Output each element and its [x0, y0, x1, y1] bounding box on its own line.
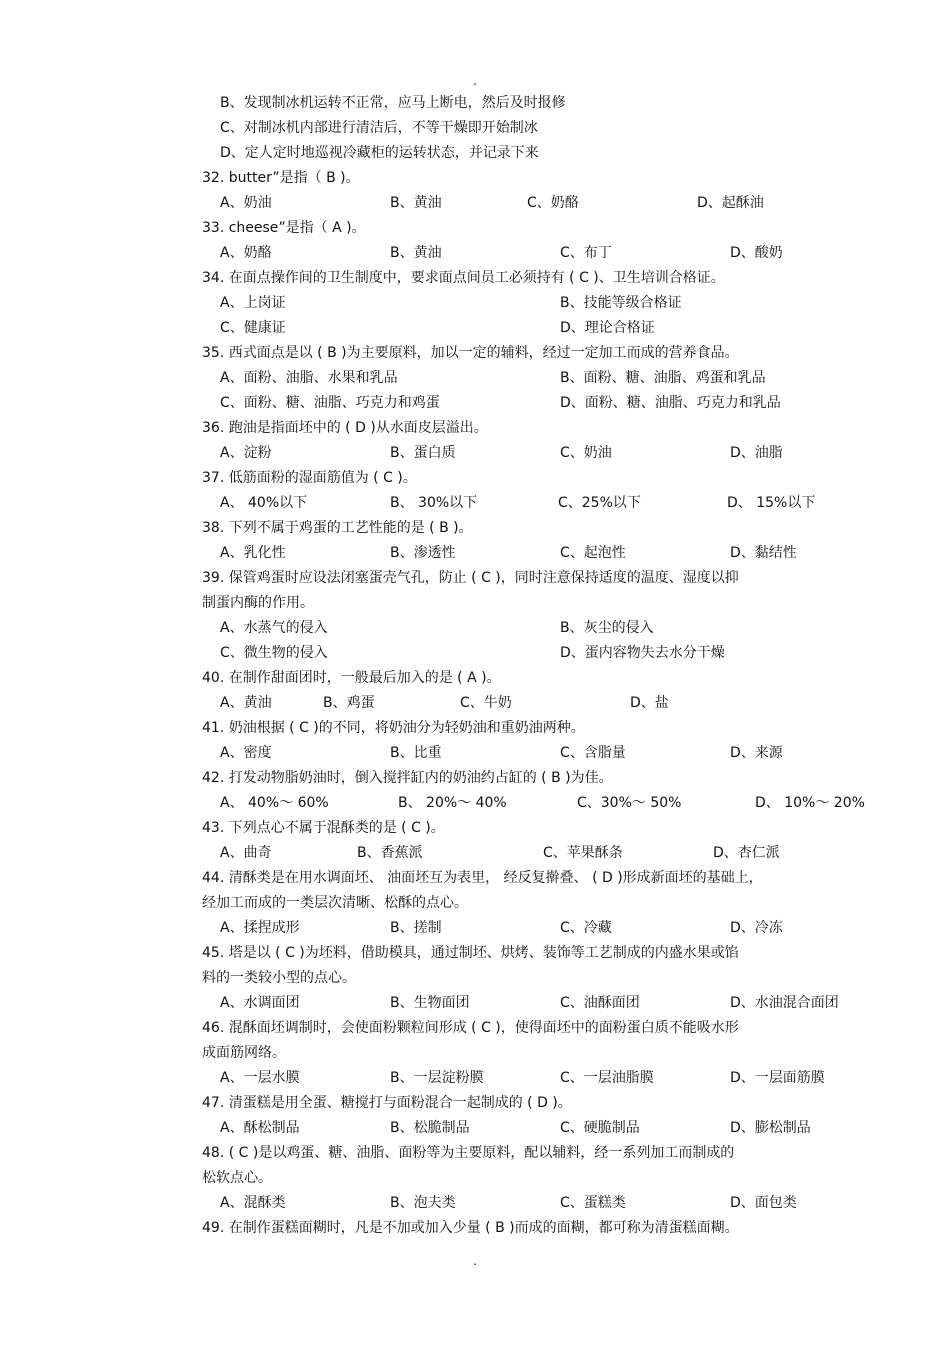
option-text: C、25%以下	[558, 495, 641, 511]
option-text: B、黄油	[390, 245, 442, 261]
text-line	[0, 692, 950, 714]
option-text: D、一层面筋膜	[730, 1070, 825, 1086]
text-line	[0, 1042, 950, 1064]
option-text: D、油脂	[730, 445, 783, 461]
text-line	[0, 992, 950, 1014]
page-top-mark: .	[473, 74, 477, 88]
text-line	[0, 1217, 950, 1239]
line-text: A、酥松制品	[220, 1120, 300, 1136]
line-text: 37. 低筋面粉的湿面筋值为 ( C )。	[202, 470, 417, 486]
option-text: B、黄油	[390, 195, 442, 211]
option-text: D、膨松制品	[730, 1120, 811, 1136]
text-line	[0, 792, 950, 814]
line-text: C、健康证	[220, 320, 286, 336]
text-line	[0, 392, 950, 414]
line-text: A、水调面团	[220, 995, 300, 1011]
line-text: 39. 保管鸡蛋时应设法闭塞蛋壳气孔，防止 ( C )，同时注意保持适度的温度、湿度以抑	[202, 570, 739, 586]
text-line	[0, 442, 950, 464]
text-line	[0, 817, 950, 839]
text-line	[0, 92, 950, 114]
text-line	[0, 742, 950, 764]
text-line	[0, 617, 950, 639]
option-text: C、奶酪	[527, 195, 579, 211]
text-line	[0, 267, 950, 289]
line-text: A、曲奇	[220, 845, 272, 861]
line-text: 34. 在面点操作间的卫生制度中，要求面点间员工必须持有 ( C )、卫生培训合格证。	[202, 270, 725, 286]
text-line	[0, 1192, 950, 1214]
text-line	[0, 117, 950, 139]
line-text: 成面筋网络。	[202, 1045, 286, 1061]
text-line	[0, 217, 950, 239]
line-text: 45. 塔是以 ( C )为坯料，借助模具，通过制坯、烘烤、装饰等工艺制成的内盛水果或馅	[202, 945, 739, 961]
line-text: 35. 西式面点是以 ( B )为主要原料，加以一定的辅料，经过一定加工而成的营养食品。	[202, 345, 739, 361]
text-line	[0, 167, 950, 189]
option-text: B、比重	[390, 745, 442, 761]
option-text: B、灰尘的侵入	[560, 620, 654, 636]
option-text: D、水油混合面团	[730, 995, 839, 1011]
option-text: B、搓制	[390, 920, 442, 936]
line-text: 32. butter”是指（ B )。	[202, 170, 360, 186]
text-line	[0, 1092, 950, 1114]
option-text: C、含脂量	[560, 745, 626, 761]
option-text: C、蛋糕类	[560, 1195, 626, 1211]
text-line	[0, 542, 950, 564]
line-text: A、奶酪	[220, 245, 272, 261]
line-text: 41. 奶油根据 ( C )的不同，将奶油分为轻奶油和重奶油两种。	[202, 720, 585, 736]
option-text: D、黏结性	[730, 545, 797, 561]
line-text: 经加工而成的一类层次清晰、松酥的点心。	[202, 895, 468, 911]
text-line	[0, 867, 950, 889]
line-text: A、淀粉	[220, 445, 272, 461]
option-text: B、香蕉派	[357, 845, 423, 861]
line-text: 料的一类较小型的点心。	[202, 970, 356, 986]
option-text: D、面粉、糖、油脂、巧克力和乳品	[560, 395, 781, 411]
option-text: C、30%～ 50%	[577, 795, 682, 811]
line-text: 38. 下列不属于鸡蛋的工艺性能的是 ( B )。	[202, 520, 473, 536]
option-text: B、 30%以下	[390, 495, 478, 511]
page-bottom-mark: .	[473, 1254, 477, 1268]
option-text: C、油酥面团	[560, 995, 640, 1011]
line-text: A、乳化性	[220, 545, 286, 561]
option-text: D、杏仁派	[713, 845, 780, 861]
option-text: C、冷藏	[560, 920, 612, 936]
text-line	[0, 342, 950, 364]
line-text: A、 40%～ 60%	[220, 795, 329, 811]
option-text: C、布丁	[560, 245, 612, 261]
line-text: 制蛋内酶的作用。	[202, 595, 314, 611]
text-line	[0, 842, 950, 864]
line-text: 48. ( C )是以鸡蛋、糖、油脂、面粉等为主要原料，配以辅料，经一系列加工而制成的	[202, 1145, 735, 1161]
line-text: 40. 在制作甜面团时，一般最后加入的是 ( A )。	[202, 670, 501, 686]
text-line	[0, 917, 950, 939]
line-text: 36. 跑油是指面坯中的 ( D )从水面皮层溢出。	[202, 420, 488, 436]
text-line	[0, 567, 950, 589]
option-text: D、面包类	[730, 1195, 797, 1211]
option-text: D、理论合格证	[560, 320, 655, 336]
option-text: C、牛奶	[460, 695, 512, 711]
text-line	[0, 417, 950, 439]
text-line	[0, 317, 950, 339]
text-line	[0, 1167, 950, 1189]
text-line	[0, 142, 950, 164]
text-line	[0, 292, 950, 314]
line-text: A、上岗证	[220, 295, 286, 311]
text-line	[0, 967, 950, 989]
text-line	[0, 242, 950, 264]
text-line	[0, 517, 950, 539]
option-text: D、蛋内容物失去水分干燥	[560, 645, 725, 661]
line-text: B、发现制冰机运转不正常，应马上断电，然后及时报修	[220, 95, 566, 111]
text-line	[0, 1142, 950, 1164]
text-line	[0, 942, 950, 964]
option-text: B、鸡蛋	[323, 695, 375, 711]
line-text: D、定人定时地巡视冷藏柜的运转状态，并记录下来	[220, 145, 539, 161]
text-line	[0, 767, 950, 789]
option-text: C、硬脆制品	[560, 1120, 640, 1136]
text-line	[0, 667, 950, 689]
option-text: B、泡夫类	[390, 1195, 456, 1211]
text-line	[0, 467, 950, 489]
line-text: 47. 清蛋糕是用全蛋、糖搅打与面粉混合一起制成的 ( D )。	[202, 1095, 572, 1111]
text-line	[0, 717, 950, 739]
option-text: D、 15%以下	[727, 495, 816, 511]
text-line	[0, 192, 950, 214]
line-text: 43. 下列点心不属于混酥类的是 ( C )。	[202, 820, 445, 836]
text-line	[0, 1117, 950, 1139]
line-text: 44. 清酥类是在用水调面坯、 油面坯互为表里， 经反复擀叠、 ( D )形成新面坯的基础上，	[202, 870, 763, 886]
line-text: A、密度	[220, 745, 272, 761]
option-text: D、冷冻	[730, 920, 783, 936]
line-text: 49. 在制作蛋糕面糊时，凡是不加或加入少量 ( B )而成的面糊，都可称为清蛋糕面糊。	[202, 1220, 739, 1236]
option-text: C、苹果酥条	[543, 845, 623, 861]
option-text: C、起泡性	[560, 545, 626, 561]
option-text: C、奶油	[560, 445, 612, 461]
line-text: A、奶油	[220, 195, 272, 211]
line-text: 46. 混酥面坯调制时，会使面粉颗粒间形成 ( C )，使得面坯中的面粉蛋白质不能吸水形	[202, 1020, 739, 1036]
option-text: C、一层油脂膜	[560, 1070, 654, 1086]
option-text: B、面粉、糖、油脂、鸡蛋和乳品	[560, 370, 766, 386]
text-line	[0, 1067, 950, 1089]
line-text: 33. cheese”是指（ A )。	[202, 220, 366, 236]
option-text: D、起酥油	[697, 195, 764, 211]
line-text: C、微生物的侵入	[220, 645, 328, 661]
text-line	[0, 642, 950, 664]
line-text: A、 40%以下	[220, 495, 308, 511]
line-text: A、黄油	[220, 695, 272, 711]
line-text: C、面粉、糖、油脂、巧克力和鸡蛋	[220, 395, 440, 411]
text-line	[0, 592, 950, 614]
text-line	[0, 1017, 950, 1039]
option-text: B、 20%～ 40%	[398, 795, 507, 811]
option-text: B、蛋白质	[390, 445, 456, 461]
option-text: B、松脆制品	[390, 1120, 470, 1136]
option-text: D、来源	[730, 745, 783, 761]
option-text: B、生物面团	[390, 995, 470, 1011]
text-line	[0, 492, 950, 514]
option-text: D、盐	[630, 695, 669, 711]
line-text: A、混酥类	[220, 1195, 286, 1211]
text-line	[0, 367, 950, 389]
option-text: B、渗透性	[390, 545, 456, 561]
line-text: 松软点心。	[202, 1170, 272, 1186]
option-text: B、技能等级合格证	[560, 295, 682, 311]
option-text: D、酸奶	[730, 245, 783, 261]
line-text: A、揉捏成形	[220, 920, 300, 936]
line-text: A、水蒸气的侵入	[220, 620, 328, 636]
line-text: 42. 打发动物脂奶油时，倒入搅拌缸内的奶油约占缸的 ( B )为佳。	[202, 770, 613, 786]
option-text: B、一层淀粉膜	[390, 1070, 484, 1086]
line-text: A、一层水膜	[220, 1070, 300, 1086]
line-text: A、面粉、油脂、水果和乳品	[220, 370, 398, 386]
line-text: C、对制冰机内部进行清洁后，不等干燥即开始制冰	[220, 120, 538, 136]
text-line	[0, 892, 950, 914]
option-text: D、 10%～ 20%	[755, 795, 865, 811]
